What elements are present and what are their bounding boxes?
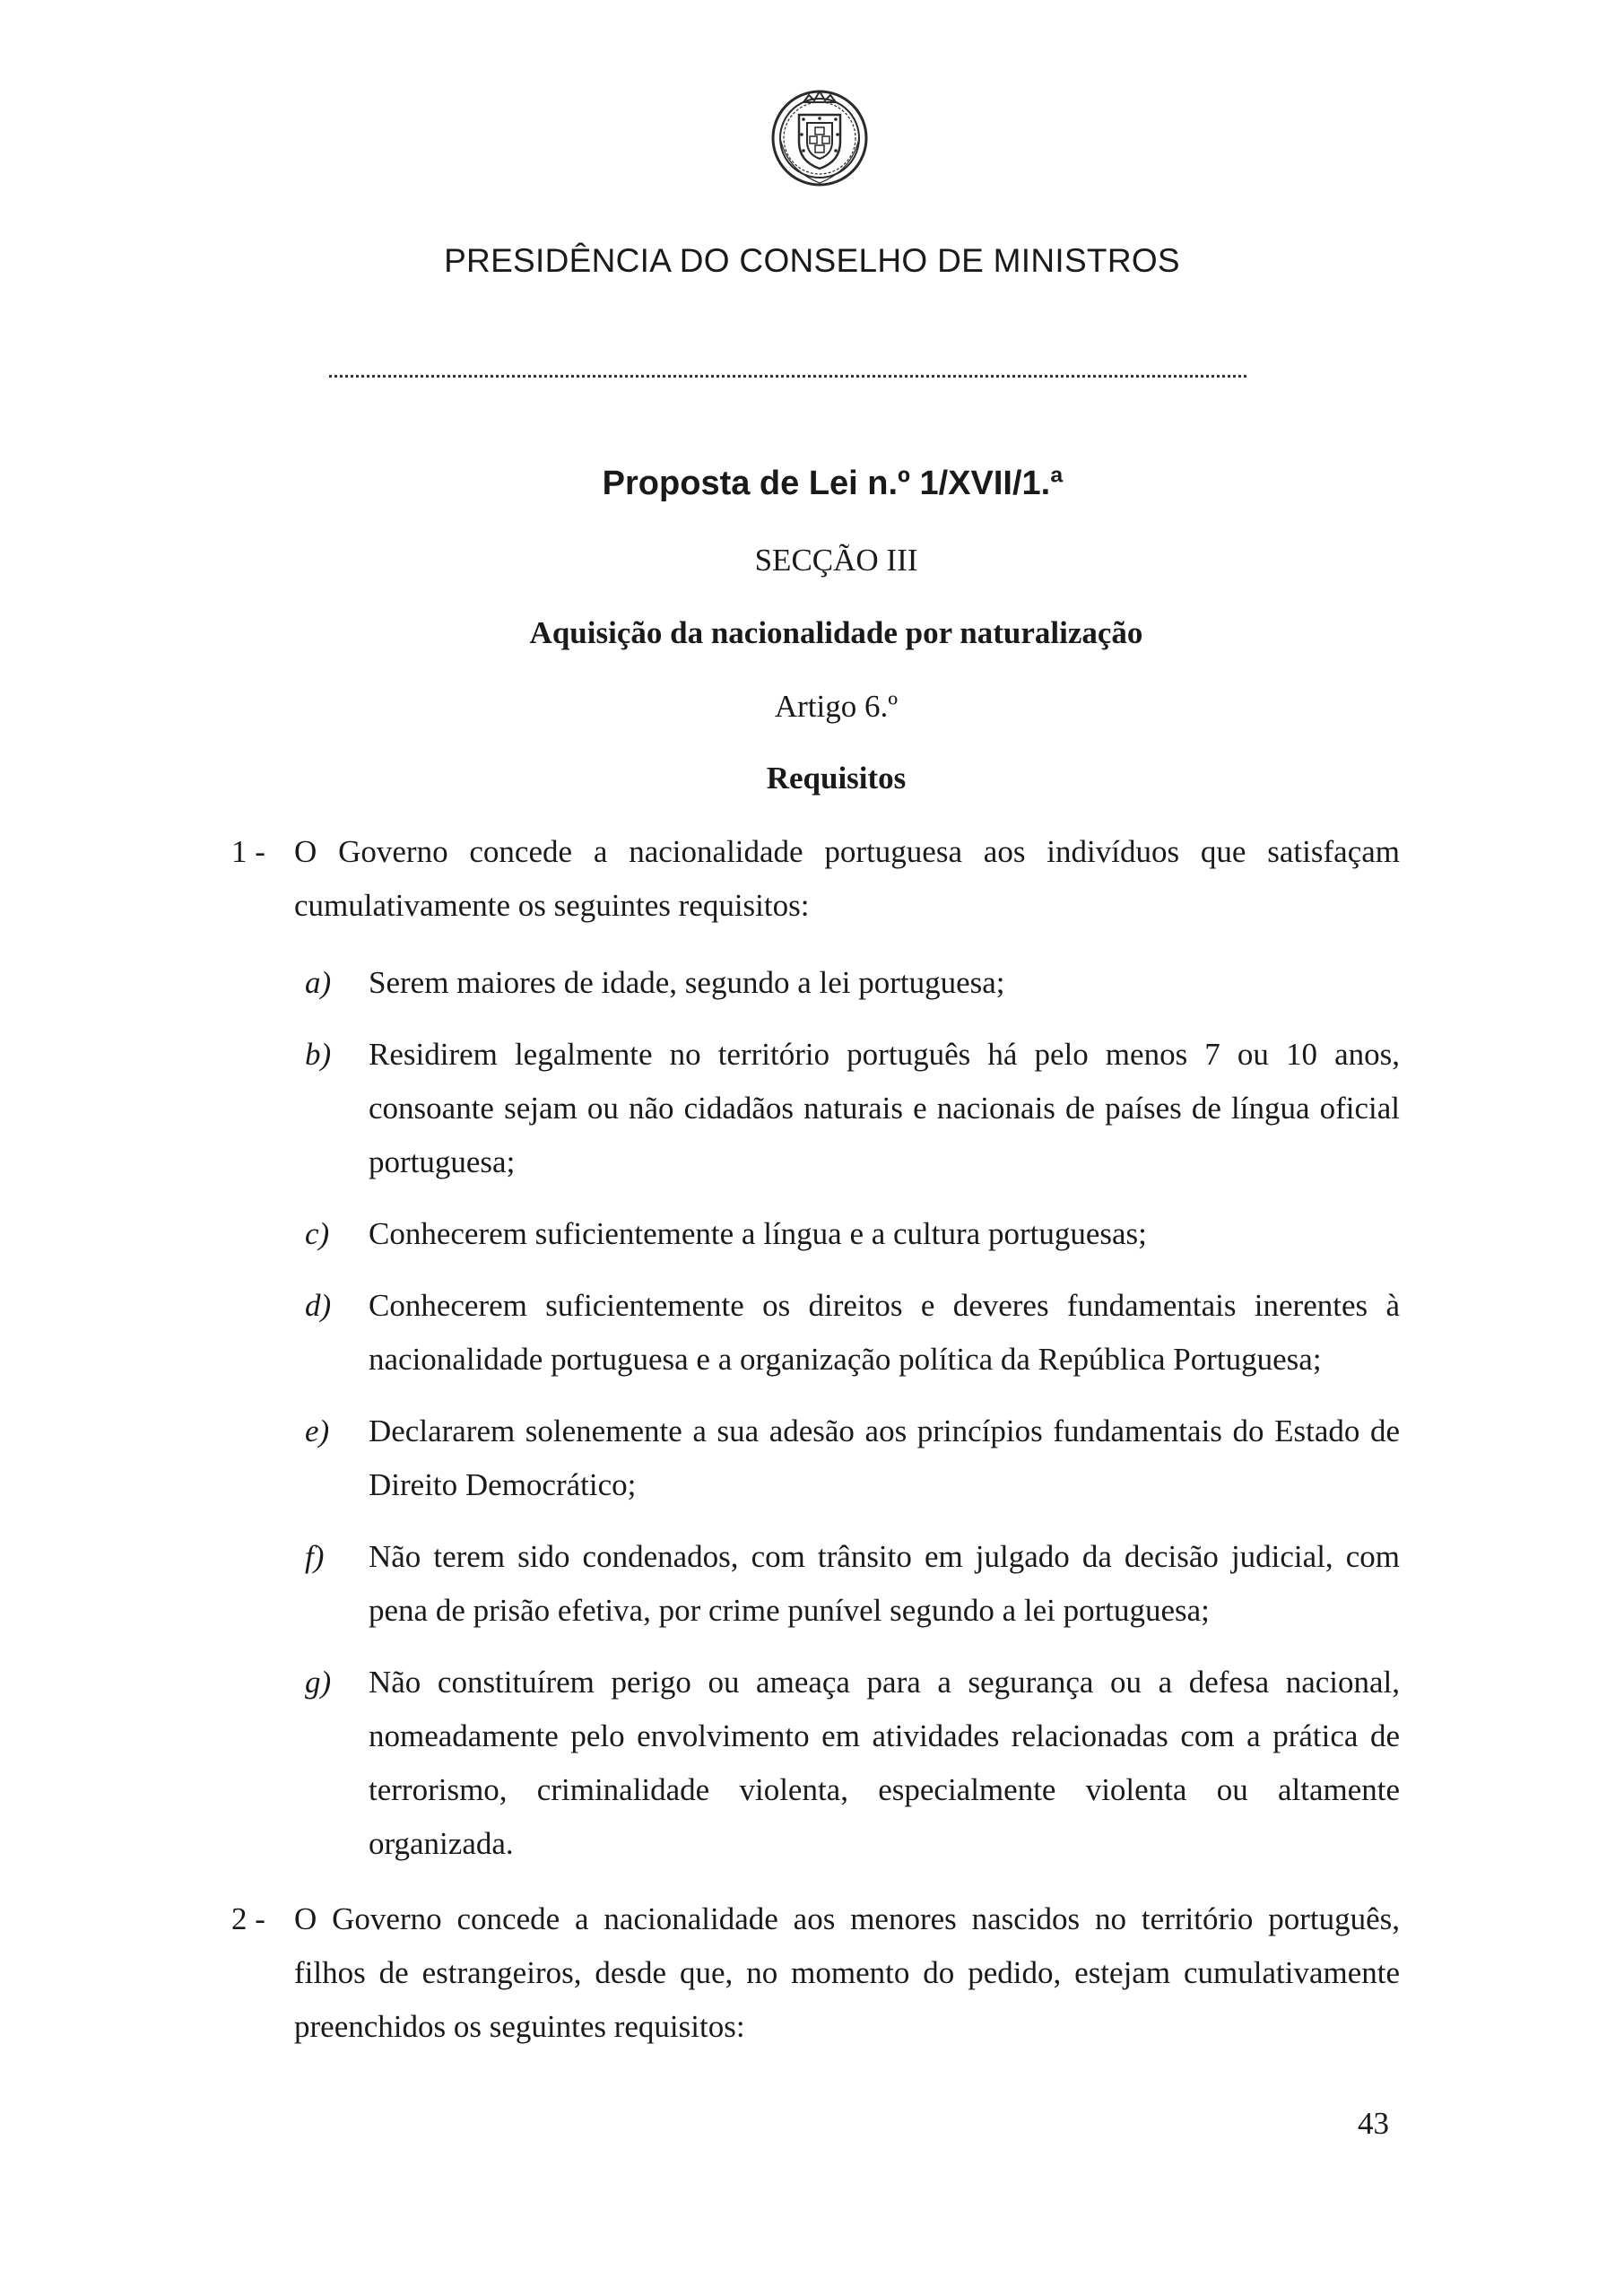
item-text: Serem maiores de idade, segundo a lei portuguesa;	[369, 965, 1005, 1000]
section-title: Aquisição da nacionalidade por naturalização	[529, 615, 1143, 650]
list-item-f	[305, 1530, 1400, 1638]
document-title: Proposta de Lei n.º 1/XVII/1.ª	[602, 465, 1064, 502]
article-heading: Artigo 6.º	[774, 689, 899, 724]
dotted-divider	[329, 375, 1246, 378]
page-number: 43	[1358, 2106, 1389, 2141]
item-text: Declararem solenemente a sua adesão aos princípios fundamentais do Estado de Direito Democrático;	[369, 1413, 1400, 1502]
item-text: Residirem legalmente no território português há pelo menos 7 ou 10 anos, consoante sejam ou não cidadãos naturais e nacionais de países de língua oficial portuguesa;	[369, 1037, 1400, 1179]
item-letter: d)	[305, 1288, 332, 1323]
list-item-g	[305, 1656, 1400, 1871]
item-letter: f)	[305, 1539, 325, 1574]
item-letter: e)	[305, 1413, 330, 1448]
item-text: Não constituírem perigo ou ameaça para a segurança ou a defesa nacional, nomeadamente pelo envolvimento em atividades relacionadas com a prática de terrorismo, criminalidade violenta, especialmente violenta ou altamente organizada.	[369, 1665, 1400, 1861]
item-letter: c)	[305, 1216, 330, 1251]
section-heading: SECÇÃO III	[754, 543, 918, 578]
paragraph-2	[231, 1892, 1400, 2054]
paragraph-1	[231, 825, 1400, 933]
list-item-a	[305, 956, 1400, 1010]
list-item-d	[305, 1279, 1400, 1387]
article-title: Requisitos	[766, 761, 907, 796]
list-item-e	[305, 1405, 1400, 1512]
item-text: Conhecerem suficientemente a língua e a cultura portuguesas;	[369, 1216, 1147, 1251]
coat-of-arms-seal-icon	[769, 83, 870, 188]
item-text: Não terem sido condenados, com trânsito em julgado da decisão judicial, com pena de prisão efetiva, por crime punível segundo a lei portuguesa;	[369, 1539, 1400, 1628]
paragraph-number: 1 -	[231, 834, 265, 869]
item-letter: g)	[305, 1665, 332, 1700]
paragraph-text: O Governo concede a nacionalidade portuguesa aos indivíduos que satisfaçam cumulativamente os seguintes requisitos:	[294, 834, 1400, 923]
paragraph-text: O Governo concede a nacionalidade aos menores nascidos no território português, filhos de estrangeiros, desde que, no momento do pedido, estejam cumulativamente preenchidos os seguintes requisitos:	[294, 1901, 1400, 2044]
item-letter: b)	[305, 1037, 332, 1072]
item-text: Conhecerem suficientemente os direitos e deveres fundamentais inerentes à nacionalidade portuguesa e a organização política da República Portuguesa;	[369, 1288, 1400, 1377]
list-item-c	[305, 1207, 1400, 1261]
organization-header: PRESIDÊNCIA DO CONSELHO DE MINISTROS	[444, 242, 1180, 279]
paragraph-number: 2 -	[231, 1901, 265, 1936]
item-letter: a)	[305, 965, 332, 1000]
list-item-b	[305, 1028, 1400, 1189]
